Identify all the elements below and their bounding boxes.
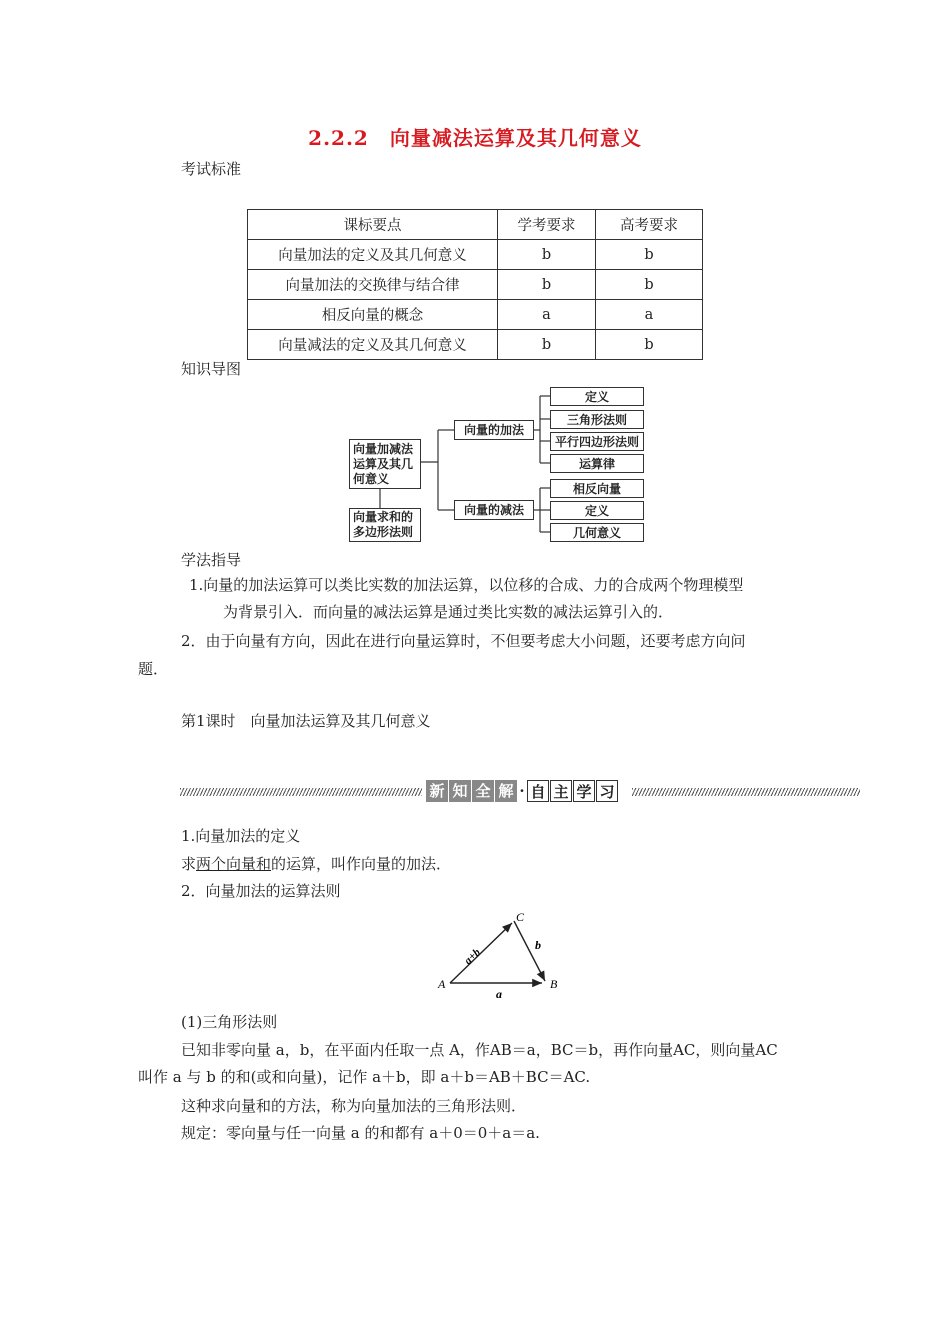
point-b-label: B [550, 977, 558, 991]
table-row [248, 300, 703, 330]
method-line: 1.向量的加法运算可以类比实数的加法运算，以位移的合成、力的合成两个物理模型 [189, 576, 744, 594]
table-cell: b [596, 240, 703, 270]
rule-line: 规定：零向量与任一向量 a 的和都有 a＋0＝0＋a＝a. [181, 1124, 540, 1142]
mindmap-add-item: 三角形法则 [550, 410, 644, 429]
mindmap-add-item: 运算律 [550, 454, 644, 473]
table-cell: b [596, 330, 703, 360]
table-cell: a [596, 300, 703, 330]
table-header-row [248, 210, 703, 240]
banner-char: 主 [550, 780, 572, 802]
point-a-label: A [438, 977, 446, 991]
mindmap-add-item: 定义 [550, 387, 644, 406]
banner-char: 自 [527, 780, 549, 802]
banner-text [426, 780, 618, 802]
banner-char: 全 [472, 780, 494, 802]
table-cell: 向量减法的定义及其几何意义 [248, 330, 498, 360]
table-row [248, 240, 703, 270]
table-cell: b [596, 270, 703, 300]
triangle-figure [430, 905, 570, 1005]
mindmap-label: 知识导图 [181, 360, 242, 378]
method-line: 2．由于向量有方向，因此在进行向量运算时，不但要考虑大小问题，还要考虑方向问 [181, 632, 746, 650]
table-row [248, 330, 703, 360]
standards-table [247, 209, 703, 360]
banner-char: 习 [596, 780, 618, 802]
table-header: 学考要求 [498, 210, 596, 240]
table-cell: 向量加法的定义及其几何意义 [248, 240, 498, 270]
method-line: 题． [138, 660, 169, 678]
point-c-label: C [516, 910, 525, 924]
exam-standard-label: 考试标准 [181, 160, 242, 178]
banner-char: 知 [449, 780, 471, 802]
banner-hatch-left [180, 788, 422, 796]
section1-body [181, 851, 451, 878]
table-cell: b [498, 330, 596, 360]
banner-char: 学 [573, 780, 595, 802]
rule-line: 这种求向量和的方法，称为向量加法的三角形法则． [181, 1097, 527, 1115]
banner-hatch-right [632, 788, 860, 796]
banner-char: 解 [495, 780, 517, 802]
table-cell: b [498, 270, 596, 300]
banner-char: 新 [426, 780, 448, 802]
mindmap-sub-item: 定义 [550, 501, 644, 520]
section-banner [180, 780, 860, 804]
banner-dot: · [519, 782, 525, 800]
table-header: 课标要点 [248, 210, 498, 240]
table-cell: 向量加法的交换律与结合律 [248, 270, 498, 300]
vector-a-label: a [496, 987, 502, 1001]
method-line: 为背景引入．而向量的减法运算是通过类比实数的减法运算引入的． [223, 603, 674, 621]
table-header: 高考要求 [596, 210, 703, 240]
table-cell: 相反向量的概念 [248, 300, 498, 330]
table-cell: a [498, 300, 596, 330]
method-label: 学法指导 [181, 551, 242, 569]
table-cell: b [498, 240, 596, 270]
mindmap-addition: 向量的加法 [454, 420, 534, 440]
mindmap-add-item: 平行四边形法则 [550, 432, 644, 451]
section2-title: 2．向量加法的运算法则 [181, 882, 341, 900]
vector-ab-label: a+b [462, 946, 483, 968]
rule-line: 已知非零向量 a，b，在平面内任取一点 A，作AB＝a，BC＝b，再作向量AC，则向量AC [181, 1041, 778, 1059]
rule-line: 叫作 a 与 b 的和(或和向量)，记作 a＋b，即 a＋b＝AB＋BC＝AC. [138, 1068, 591, 1086]
section1-post: 的运算，叫作向量的加法． [271, 855, 452, 873]
vector-b-label: b [535, 938, 541, 952]
mindmap-sub-item: 相反向量 [550, 479, 644, 498]
mindmap-polygon-rule: 向量求和的多边形法则 [349, 508, 421, 542]
section1-pre: 求 [181, 855, 197, 873]
table-row [248, 270, 703, 300]
mindmap-subtraction: 向量的减法 [454, 500, 534, 520]
page-title: 2.2.2 向量减法运算及其几何意义 [308, 126, 642, 150]
section1-title: 1.向量加法的定义 [181, 827, 301, 845]
rule-title: (1)三角形法则 [181, 1013, 278, 1031]
section1-underlined: 两个向量和 [196, 855, 272, 873]
lesson-title: 第1课时 向量加法运算及其几何意义 [181, 712, 431, 730]
mindmap-root: 向量加减法运算及其几何意义 [349, 439, 421, 489]
mindmap-sub-item: 几何意义 [550, 523, 644, 542]
